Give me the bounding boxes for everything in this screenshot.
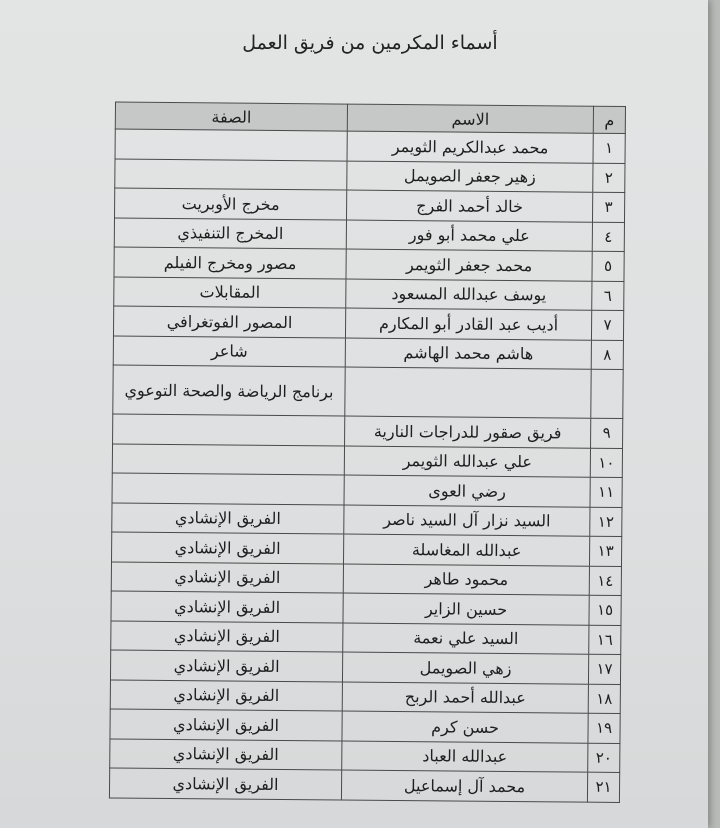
table-row: [113, 306, 623, 340]
cell-num: ١٦: [589, 625, 621, 655]
table-row: [114, 277, 624, 311]
cell-num: ٦: [592, 281, 624, 311]
cell-num: ٢٠: [588, 743, 620, 773]
cell-role: [112, 444, 344, 476]
cell-role: مصور ومخرج الفيلم: [114, 247, 346, 279]
cell-num: ٥: [592, 251, 624, 281]
cell-name: السيد نزار آل السيد ناصر: [344, 505, 590, 537]
cell-name: عبدالله العباد: [342, 741, 588, 773]
honorees-table: [109, 102, 626, 803]
cell-num: ٣: [592, 192, 624, 222]
cell-name: أديب عبد القادر أبو المكارم: [345, 308, 591, 340]
table-row: [112, 473, 622, 507]
header-name: الاسم: [347, 104, 593, 133]
cell-num: [591, 369, 623, 418]
table-row: [112, 444, 622, 478]
cell-role: المقابلات: [114, 277, 346, 309]
cell-role: شاعر: [113, 336, 345, 368]
cell-name: محمود طاهر: [343, 564, 589, 596]
table-row: [112, 503, 622, 537]
cell-name: خالد أحمد الفرج: [346, 190, 592, 222]
table-row: [110, 709, 620, 743]
table-row: [111, 562, 621, 596]
cell-name: رضي العوى: [344, 475, 590, 507]
cell-name: زهي الصويمل: [342, 652, 588, 684]
cell-role: الفريق الإنشادي: [110, 650, 342, 682]
cell-name: محمد جعفر الثويمر: [346, 249, 592, 281]
cell-name: علي عبدالله الثويمر: [344, 446, 590, 478]
cell-role: الفريق الإنشادي: [111, 562, 343, 594]
cell-num: ١٨: [588, 684, 620, 714]
table-row: [111, 621, 621, 655]
cell-role: [115, 159, 347, 191]
document-title: أسماء المكرمين من فريق العمل: [242, 32, 498, 54]
cell-name: محمد عبدالكريم الثويمر: [347, 131, 593, 163]
cell-role: [113, 414, 345, 446]
cell-role: [115, 129, 347, 161]
cell-num: ١: [593, 133, 625, 163]
cell-name: حسين الزاير: [343, 593, 589, 625]
cell-role: الفريق الإنشادي: [109, 768, 341, 800]
table-row: [114, 247, 624, 281]
honorees-table-wrapper: [110, 102, 626, 803]
cell-role: الفريق الإنشادي: [110, 739, 342, 771]
cell-num: ٧: [591, 310, 623, 340]
table-row: [111, 591, 621, 625]
cell-name: عبدالله المغاسلة: [343, 534, 589, 566]
table-row: [113, 365, 623, 418]
table-row: [110, 680, 620, 714]
cell-name: فريق صقور للدراجات النارية: [345, 416, 591, 448]
cell-role: الفريق الإنشادي: [110, 680, 342, 712]
cell-name: يوسف عبدالله المسعود: [346, 279, 592, 311]
cell-num: ٨: [591, 340, 623, 370]
cell-role: الفريق الإنشادي: [112, 503, 344, 535]
cell-num: ١٤: [589, 566, 621, 596]
cell-name: علي محمد أبو فور: [346, 220, 592, 252]
cell-role: برنامج الرياضة والصحة التوعوي: [113, 365, 345, 416]
cell-name: السيد علي نعمة: [343, 623, 589, 655]
cell-num: ٩: [591, 418, 623, 448]
cell-name: هاشم محمد الهاشم: [345, 338, 591, 370]
cell-role: مخرج الأوبريت: [115, 188, 347, 220]
table-row: [113, 414, 623, 448]
cell-role: المخرج التنفيذي: [114, 218, 346, 250]
cell-num: ١٣: [589, 536, 621, 566]
cell-name: عبدالله أحمد الربح: [342, 682, 588, 714]
table-row: [115, 129, 625, 163]
cell-role: الفريق الإنشادي: [112, 532, 344, 564]
cell-num: ٢١: [587, 772, 619, 802]
cell-role: [112, 473, 344, 505]
table-row: [115, 188, 625, 222]
cell-num: ١١: [590, 477, 622, 507]
table-row: [114, 218, 624, 252]
header-num: م: [593, 106, 625, 133]
cell-name: حسن كرم: [342, 711, 588, 743]
table-row: [113, 336, 623, 370]
table-row: [110, 650, 620, 684]
cell-name: زهير جعفر الصويمل: [347, 161, 593, 193]
cell-role: الفريق الإنشادي: [111, 621, 343, 653]
table-row: [112, 532, 622, 566]
table-row: [109, 768, 619, 802]
cell-num: ١٧: [588, 654, 620, 684]
cell-num: ١٠: [590, 448, 622, 478]
cell-role: المصور الفوتغرافي: [113, 306, 345, 338]
cell-num: ١٩: [588, 713, 620, 743]
cell-num: ١٥: [589, 595, 621, 625]
table-row: [115, 159, 625, 193]
cell-name: [345, 367, 591, 418]
header-role: الصفة: [115, 102, 347, 131]
table-row: [110, 739, 620, 773]
cell-num: ١٢: [590, 507, 622, 537]
cell-role: الفريق الإنشادي: [111, 591, 343, 623]
cell-role: الفريق الإنشادي: [110, 709, 342, 741]
cell-name: محمد آل إسماعيل: [341, 770, 587, 802]
cell-num: ٤: [592, 222, 624, 252]
cell-num: ٢: [593, 163, 625, 193]
